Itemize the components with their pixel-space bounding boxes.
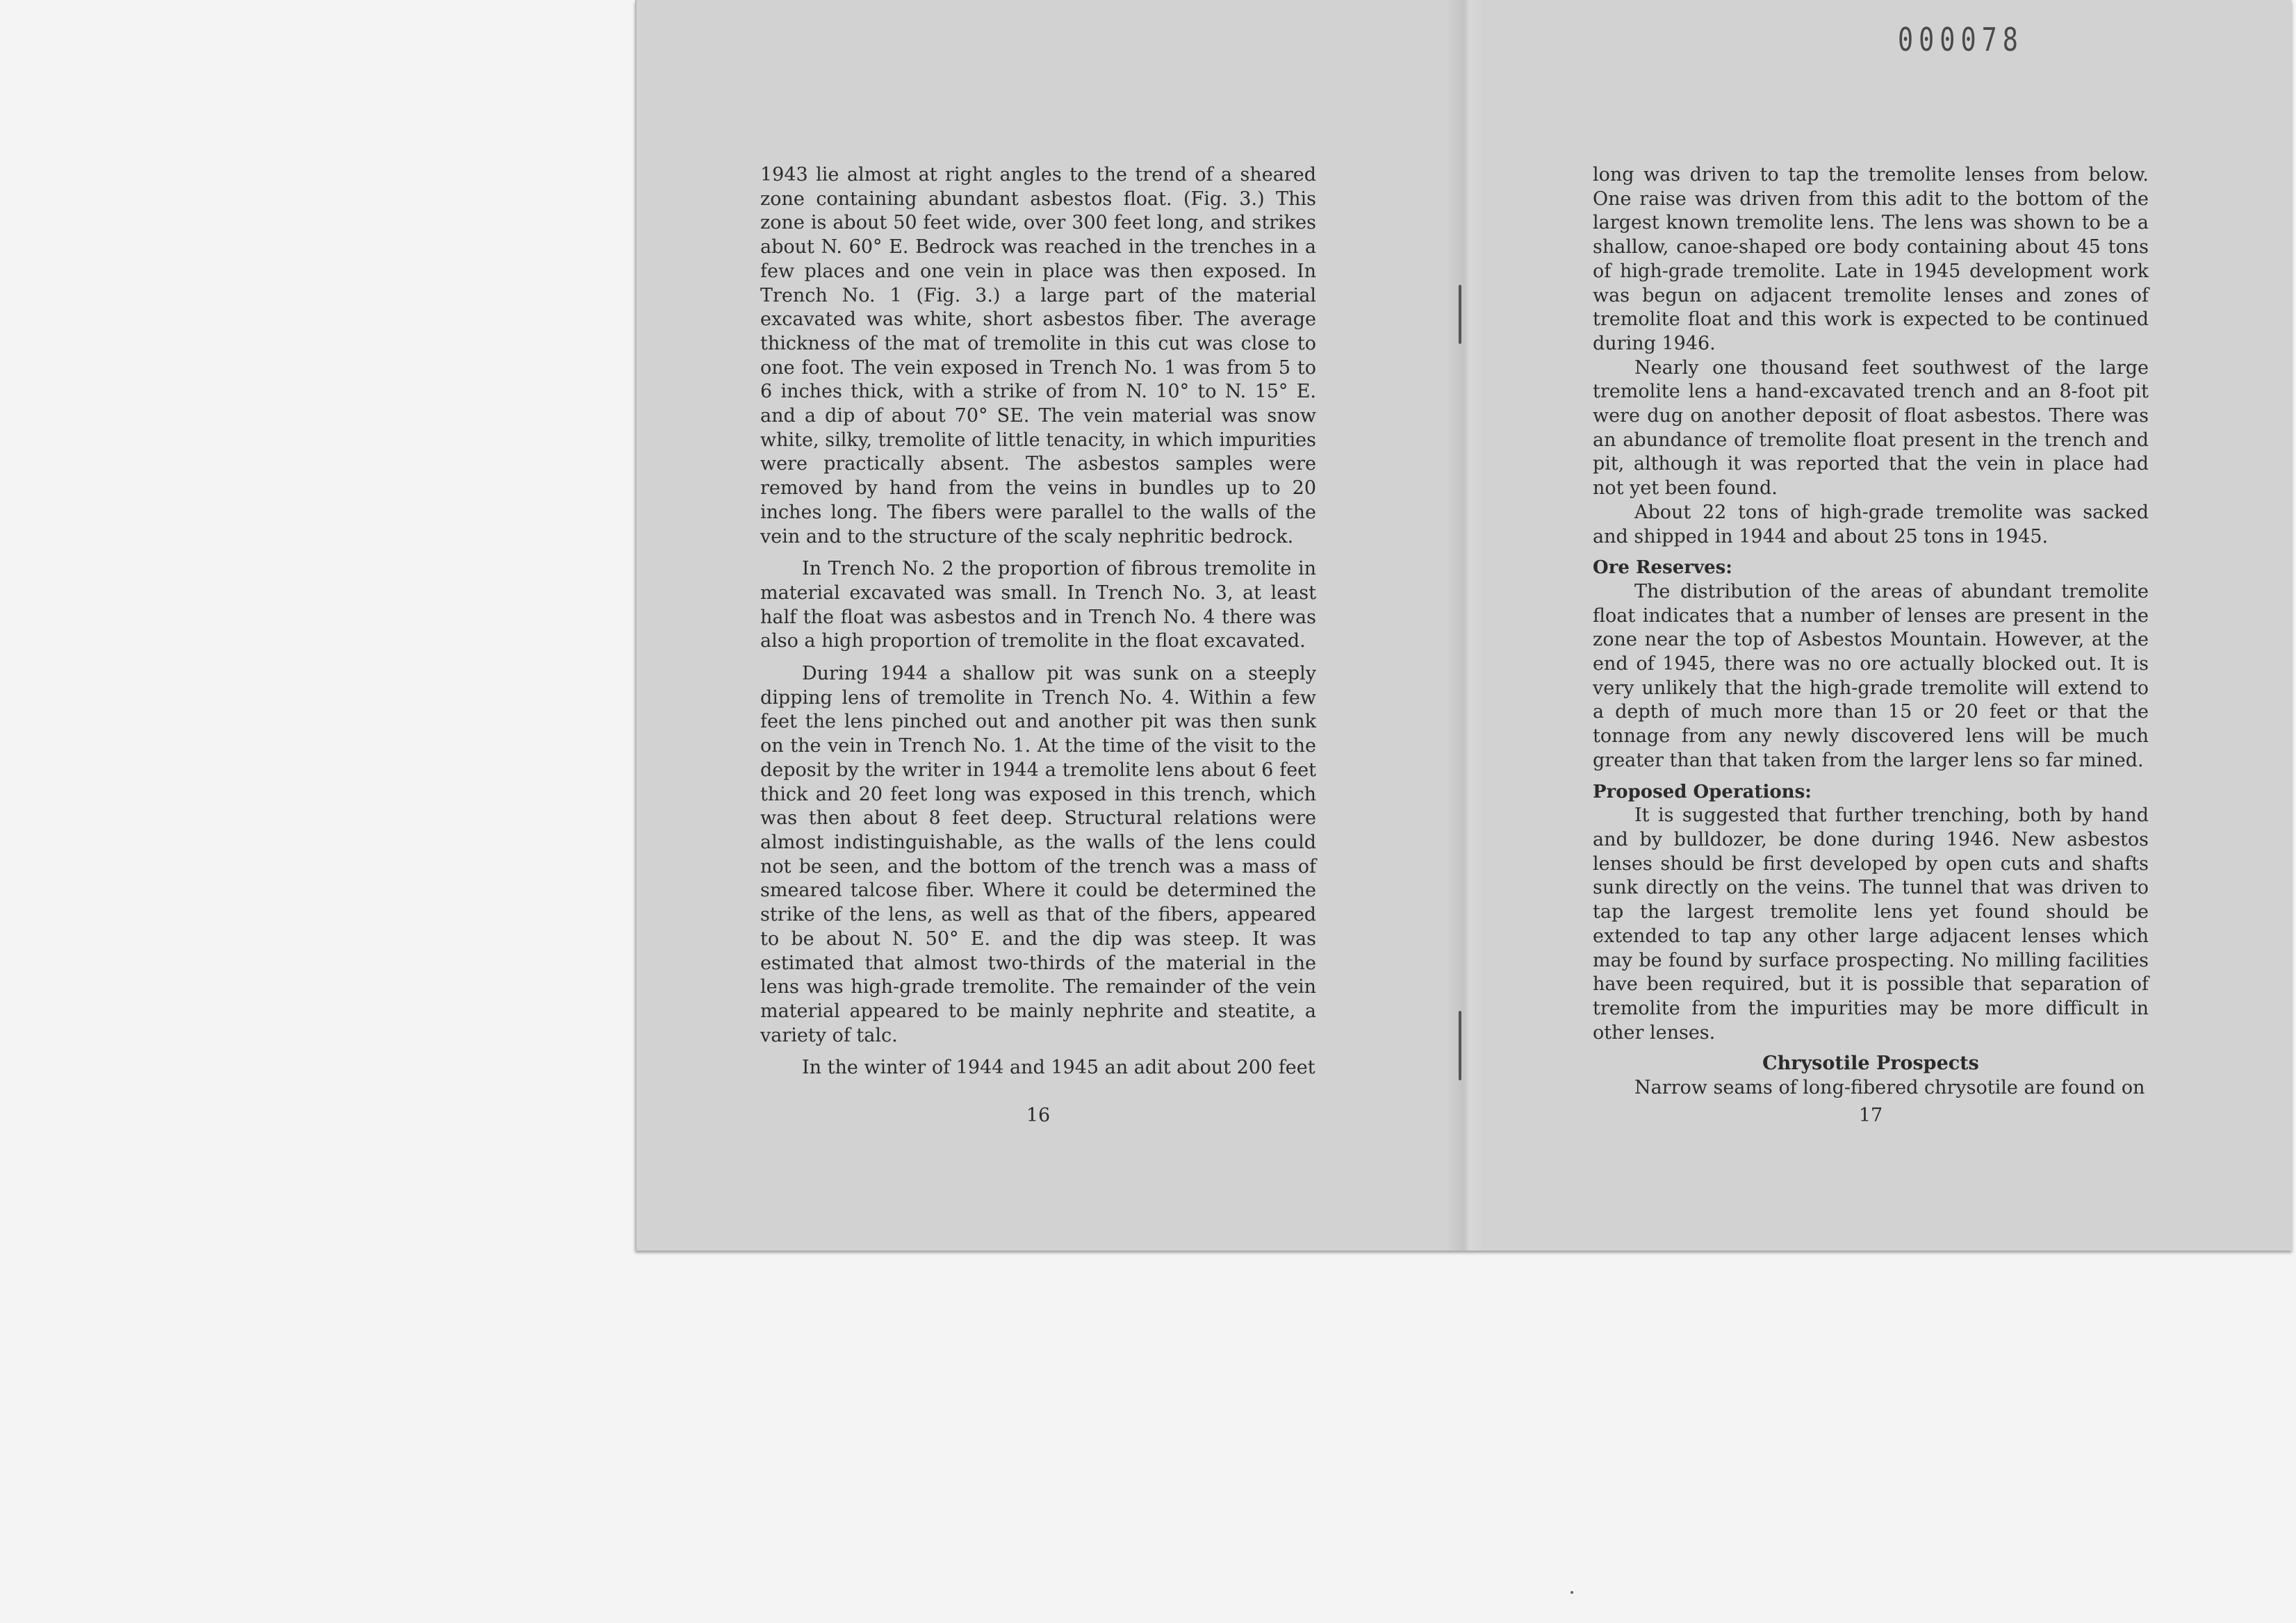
booklet-spread (635, 0, 2292, 1251)
paragraph: Nearly one thousand feet southwest of the large tremolite lens a hand-excavated trench and an 8-foot pit were dug on another deposit of float asbestos. There was an abundance of tremolite float present in the trench and pit, although it was reported that the vein in place had not yet been found. (1593, 356, 2149, 500)
paragraph: In the winter of 1944 and 1945 an adit about 200 feet (802, 1057, 1315, 1079)
paragraph: long was driven to tap the tremolite lenses from below. One raise was driven from this adit to the bottom of the largest known tremolite lens. The lens was shown to be a shallow, canoe-shaped ore body containing about 45 tons of high-grade tremolite. Late in 1945 development work was begun on adjacent tremolite lenses and zones of tremolite float and this work is expected to be continued during 1946. (1593, 164, 2149, 354)
paragraph: Narrow seams of long-fibered chrysotile are found on (1634, 1077, 2145, 1099)
paragraph: The distribution of the areas of abundant tremolite float indicates that a number of lenses are present in the zone near the top of Asbestos Mountain. However, at the end of 1945, there was no ore actually blocked out. It is very unlikely that the high-grade tremolite will extend to a depth of much more than 15 or 20 feet or that the tonnage from any newly discovered lens will be much greater than that taken from the larger lens so far mined. (1593, 580, 2149, 771)
page-number-left: 16 (1026, 1105, 1051, 1126)
section-heading-chrysotile-prospects: Chrysotile Prospects (1762, 1053, 1979, 1075)
left-page-text (760, 163, 1316, 1080)
right-page-text (1593, 163, 2149, 1101)
spine-fold (1446, 0, 1485, 1251)
paragraph: 1943 lie almost at right angles to the trend of a sheared zone containing abundant asbestos float. (Fig. 3.) This zone is about 50 feet wide, over 300 feet long, and strikes about N. 60° E. Bedrock was reached in the trenches in a few places and one vein in place was then exposed. In Trench No. 1 (Fig. 3.) a large part of the material excavated was white, short asbestos fiber. The average thickness of the mat of tremolite in this cut was close to one foot. The vein exposed in Trench No. 1 was from 5 to 6 inches thick, with a strike of from N. 10° to N. 15° E. and a dip of about 70° SE. The vein material was snow white, silky, tremolite of little tenacity, in which impurities were practically absent. The asbestos samples were removed by hand from the veins in bundles up to 20 inches long. The fibers were parallel to the walls of the vein and to the structure of the scaly nephritic bedrock. (760, 164, 1316, 547)
staple-bottom (1459, 1011, 1461, 1080)
page-number-right: 17 (1858, 1105, 1883, 1126)
scan-speck (1571, 1591, 1573, 1594)
section-heading-proposed-operations: Proposed Operations: (1593, 781, 1812, 802)
paragraph: During 1944 a shallow pit was sunk on a steeply dipping lens of tremolite in Trench No. 4. Within a few feet the lens pinched out and another pit was then sunk on the vein in Trench No. 1. At the time of the visit to the deposit by the writer in 1944 a tremolite lens about 6 feet thick and 20 feet long was exposed in this trench, which was then about 8 feet deep. Structural relations were almost indistinguishable, as the walls of the lens could not be seen, and the bottom of the trench was a mass of smeared talcose fiber. Where it could be determined the strike of the lens, as well as that of the fibers, appeared to be about N. 50° E. and the dip was steep. It was estimated that almost two-thirds of the material in the lens was high-grade tremolite. The remainder of the vein material appeared to be mainly nephrite and steatite, a variety of talc. (760, 663, 1316, 1046)
paragraph: It is suggested that further trenching, both by hand and by bulldozer, be done during 1946. New asbestos lenses should be first developed by open cuts and shafts sunk directly on the veins. The tunnel that was driven to tap the largest tremolite lens yet found should be extended to tap any other large adjacent lenses which may be found by surface prospecting. No milling facilities have been required, but it is possible that separation of tremolite from the impurities may be more difficult in other lenses. (1593, 805, 2149, 1044)
paragraph: About 22 tons of high-grade tremolite was sacked and shipped in 1944 and about 25 tons in 1945. (1593, 501, 2149, 547)
section-heading-ore-reserves: Ore Reserves: (1593, 557, 1732, 579)
document-stamp-number: 000078 (1898, 21, 2024, 58)
staple-top (1459, 285, 1461, 344)
paragraph: In Trench No. 2 the proportion of fibrous tremolite in material excavated was small. In Trench No. 3, at least half the float was asbestos and in Trench No. 4 there was also a high proportion of tremolite in the float excavated. (760, 558, 1316, 652)
